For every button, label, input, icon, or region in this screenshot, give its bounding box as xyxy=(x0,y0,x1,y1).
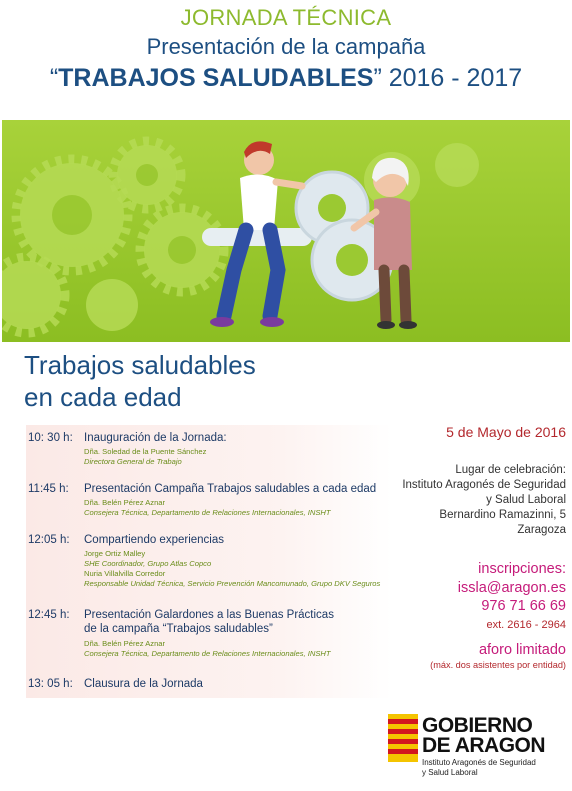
aragon-flag-icon xyxy=(388,714,418,762)
agenda-title: Clausura de la Jornada xyxy=(84,678,203,690)
agenda-time: 10: 30 h: xyxy=(28,432,73,444)
agenda-speaker-role: SHE Coordinador, Grupo Atlas Copco xyxy=(84,559,212,568)
logo-subtitle-line2: y Salud Laboral xyxy=(422,768,478,777)
event-date: 5 de Mayo de 2016 xyxy=(446,424,566,440)
agenda-speaker-role: Consejera Técnica, Departamento de Relaciones Internacionales, INSHT xyxy=(84,508,331,517)
agenda-speaker: Nuria Villalvilla Corredor xyxy=(84,569,166,578)
registration-email[interactable]: issla@aragon.es xyxy=(457,579,566,596)
registration-block xyxy=(396,560,566,634)
agenda-speaker-role: Responsable Unidad Técnica, Servicio Prevención Mancomunado, Grupo DKV Seguros xyxy=(84,579,381,588)
campaign-banner xyxy=(2,120,570,342)
venue-block xyxy=(396,463,566,538)
venue-line: Zaragoza xyxy=(517,524,566,536)
agenda-speaker: Jorge Ortiz Malley xyxy=(84,549,146,558)
agenda-speaker-role: Consejera Técnica, Departamento de Relaciones Internacionales, INSHT xyxy=(84,649,331,658)
registration-label: inscripciones: xyxy=(478,561,566,577)
venue-line: Instituto Aragonés de Seguridad xyxy=(402,479,566,491)
logo-subtitle-line1: Instituto Aragonés de Seguridad xyxy=(422,758,536,767)
agenda-speaker: Dña. Belén Pérez Aznar xyxy=(84,498,166,507)
campaign-name: TRABAJOS SALUDABLES xyxy=(58,64,374,92)
campaign-years: ” 2016 - 2017 xyxy=(373,64,523,92)
agenda-time: 13: 05 h: xyxy=(28,678,73,690)
section-title-line2: en cada edad xyxy=(24,382,182,412)
agenda-time: 11:45 h: xyxy=(28,483,69,495)
campaign-title xyxy=(0,62,572,94)
agenda-speaker-role: Directora General de Trabajo xyxy=(84,457,182,466)
agenda-speaker: Dña. Belén Pérez Aznar xyxy=(84,639,166,648)
banner-illustration xyxy=(2,120,570,342)
logo-line1: GOBIERNO xyxy=(422,714,533,737)
event-type: JORNADA TÉCNICA xyxy=(180,5,392,30)
registration-phone[interactable]: 976 71 66 69 xyxy=(481,598,566,614)
open-quote: “ xyxy=(49,64,59,92)
agenda-speaker: Dña. Soledad de la Puente Sánchez xyxy=(84,447,207,456)
agenda-title: Compartiendo experiencias xyxy=(84,534,224,546)
agenda-time: 12:05 h: xyxy=(28,534,70,546)
agenda-title: Inauguración de la Jornada: xyxy=(84,432,227,444)
agenda-title-line2: de la campaña “Trabajos saludables” xyxy=(84,623,273,635)
gobierno-aragon-logo xyxy=(388,712,568,784)
capacity-limit: (máx. dos asistentes por entidad) xyxy=(430,660,566,670)
logo-line2: DE ARAGON xyxy=(422,734,546,757)
section-title-line1: Trabajos saludables xyxy=(24,350,256,380)
section-title xyxy=(24,349,256,413)
registration-extension: ext. 2616 - 2964 xyxy=(486,618,566,631)
venue-line: y Salud Laboral xyxy=(486,494,566,506)
event-subtitle: Presentación de la campaña xyxy=(146,34,426,59)
venue-label: Lugar de celebración: xyxy=(455,464,566,476)
capacity-notice: aforo limitado xyxy=(478,642,566,658)
agenda-time: 12:45 h: xyxy=(28,609,70,621)
venue-line: Bernardino Ramazinni, 5 xyxy=(439,509,566,521)
agenda-box xyxy=(26,425,392,698)
agenda-title: Presentación Galardones a las Buenas Prácticas xyxy=(84,609,334,621)
header xyxy=(0,4,572,94)
agenda-title: Presentación Campaña Trabajos saludables a cada edad xyxy=(84,483,377,495)
